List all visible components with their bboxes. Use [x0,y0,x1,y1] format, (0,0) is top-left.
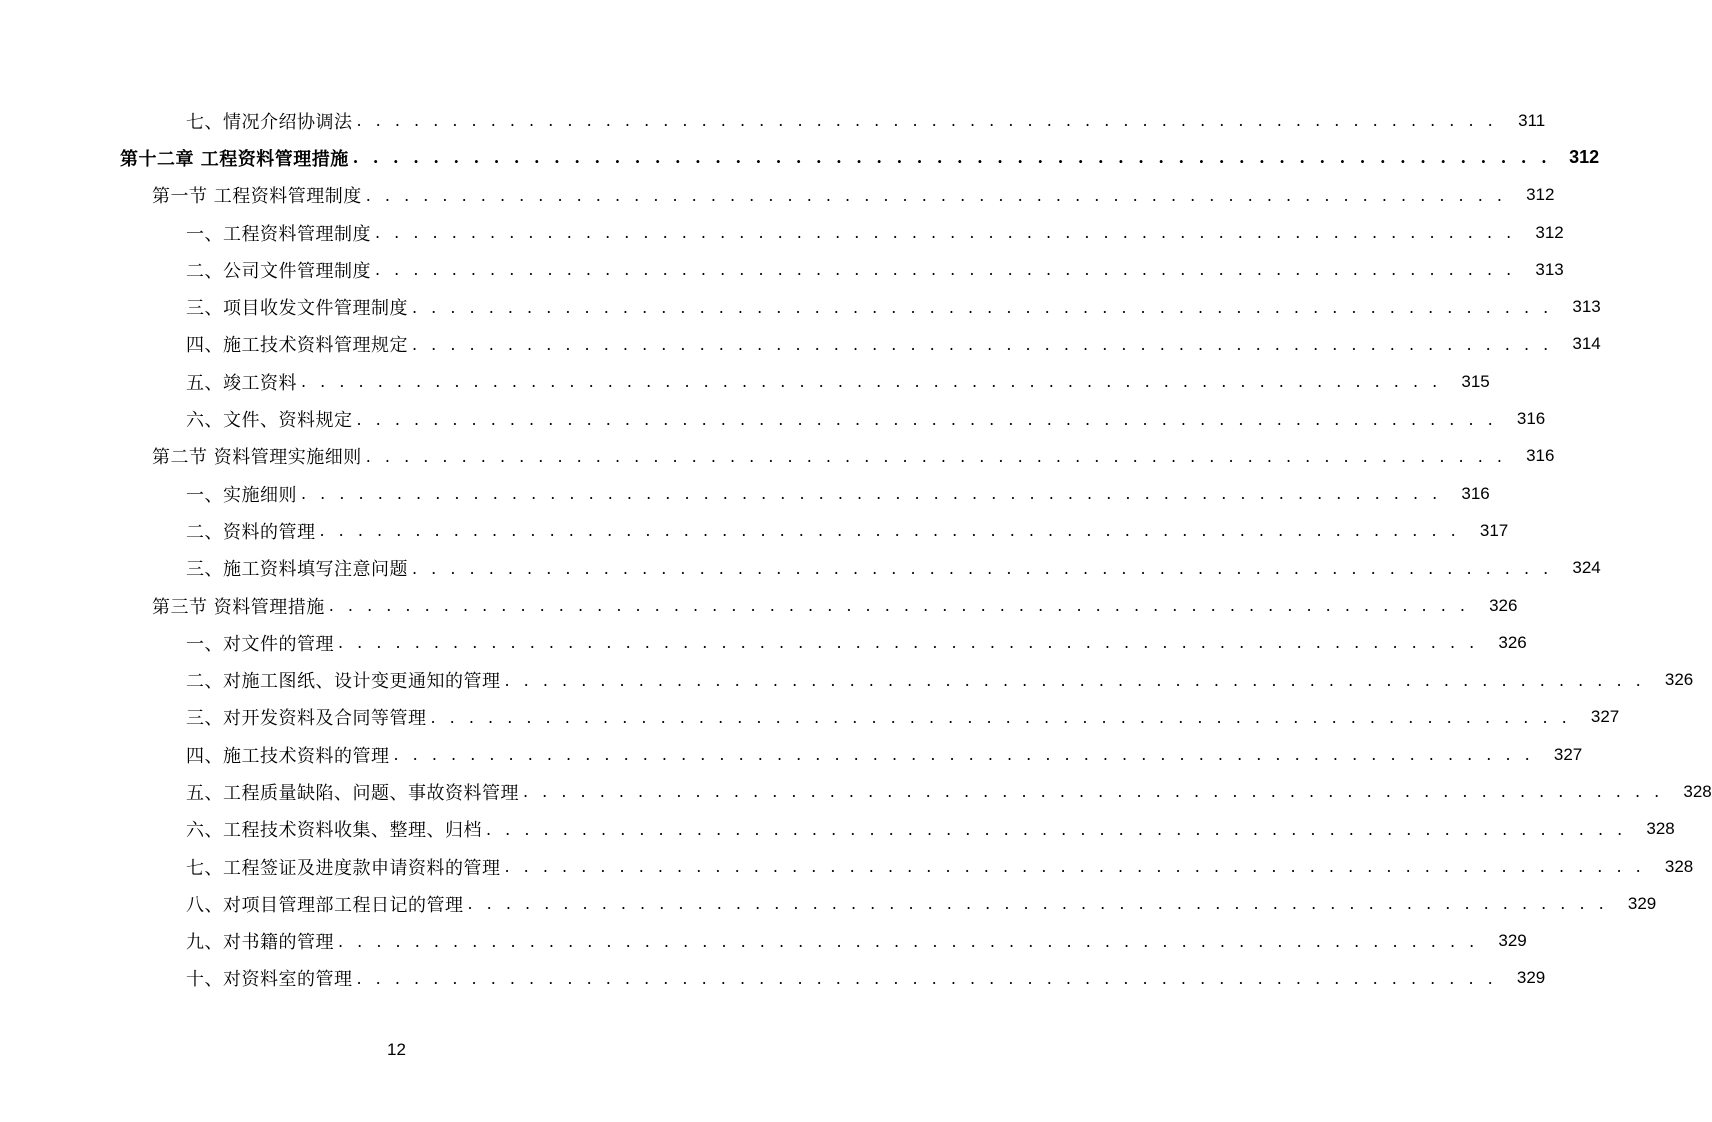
dot-leader: . . . . . . . . . . . . . . . . . . . . . . . . . . . . . . . . . . . . . . . . . . . . . . . . . . . . . . . . . . . . [365,446,1507,466]
toc-entry-title: 二、对施工图纸、设计变更通知的管理 [186,671,501,693]
dot-leader: . . . . . . . . . . . . . . . . . . . . . . . . . . . . . . . . . . . . . . . . . . . . . . . . . . . . . . . . . . . . [356,409,1498,429]
dot-leader: . . . . . . . . . . . . . . . . . . . . . . . . . . . . . . . . . . . . . . . . . . . . . . . . . . . . . . . . . . . . [319,521,1461,541]
toc-entry-title: 五、工程质量缺陷、问题、事故资料管理 [186,782,519,804]
toc-entry-page-number: 312 [1535,222,1564,242]
toc-entry-title: 七、情况介绍协调法 [186,111,353,133]
toc-entry-title: 五、竣工资料 [186,372,297,394]
dot-leader: . . . . . . . . . . . . . . . . . . . . . . . . . . . . . . . . . . . . . . . . . . . . . . . . . . . . . . . . . . . . [301,484,1442,504]
table-of-contents [0,102,1712,997]
toc-item-entry[interactable] [0,512,1509,549]
toc-entry-title: 一、工程资料管理制度 [186,223,371,245]
toc-item-entry[interactable] [0,550,1601,587]
toc-entry-page-number: 316 [1526,446,1555,466]
toc-item-entry[interactable] [0,811,1675,848]
toc-entry-title: 二、公司文件管理制度 [186,260,371,282]
toc-entry-title: 第十二章 工程资料管理措施 [120,148,349,170]
dot-leader: . . . . . . . . . . . . . . . . . . . . . . . . . . . . . . . . . . . . . . . . . . . . . . . . . . . . . . . . . . . . [328,596,1470,615]
toc-item-entry[interactable] [0,475,1490,512]
toc-entry-page-number: 312 [1569,147,1600,168]
toc-entry-title: 七、工程签证及进度款申请资料的管理 [186,857,501,879]
toc-entry-title: 十、对资料室的管理 [186,969,353,991]
toc-entry-page-number: 313 [1535,259,1564,279]
toc-entry-page-number: 326 [1498,632,1527,652]
toc-entry-page-number: 328 [1683,781,1712,801]
toc-entry-page-number: 327 [1553,744,1583,764]
toc-entry-title: 三、项目收发文件管理制度 [186,298,408,320]
toc-item-entry[interactable] [0,288,1601,325]
toc-chapter-entry[interactable] [0,139,1600,176]
toc-section-entry[interactable] [0,177,1555,214]
toc-entry-title: 三、施工资料填写注意问题 [186,559,408,581]
toc-entry-title: 一、实施细则 [186,484,297,506]
toc-entry-page-number: 311 [1518,110,1546,130]
toc-item-entry[interactable] [0,624,1527,661]
toc-item-entry[interactable] [0,363,1490,400]
dot-leader: . . . . . . . . . . . . . . . . . . . . . . . . . . . . . . . . . . . . . . . . . . . . . . . . . . . . . . . . . . . . [338,633,1479,653]
dot-leader: . . . . . . . . . . . . . . . . . . . . . . . . . . . . . . . . . . . . . . . . . . . . . . . . . . . . . . . . . . . . [352,148,1552,168]
toc-item-entry[interactable] [0,848,1694,885]
dot-leader: . . . . . . . . . . . . . . . . . . . . . . . . . . . . . . . . . . . . . . . . . . . . . . . . . . . . . . . . . . . . [412,334,1553,354]
toc-item-entry[interactable] [0,960,1546,997]
dot-leader: . . . . . . . . . . . . . . . . . . . . . . . . . . . . . . . . . . . . . . . . . . . . . . . . . . . . . . . . . . . . [375,260,1516,280]
toc-entry-page-number: 329 [1516,968,1546,988]
toc-entry-title: 六、工程技术资料收集、整理、归档 [186,820,482,842]
toc-entry-title: 第二节 资料管理实施细则 [152,447,362,469]
toc-item-entry[interactable] [0,885,1657,922]
toc-entry-page-number: 313 [1572,297,1601,317]
toc-item-entry[interactable] [0,400,1546,437]
toc-item-entry[interactable] [0,251,1564,288]
toc-entry-title: 九、对书籍的管理 [186,932,334,954]
dot-leader: . . . . . . . . . . . . . . . . . . . . . . . . . . . . . . . . . . . . . . . . . . . . . . . . . . . . . . . . . . . . [375,223,1516,243]
toc-entry-page-number: 328 [1646,819,1675,839]
toc-entry-title: 四、施工技术资料的管理 [186,745,390,767]
toc-item-entry[interactable] [0,923,1527,960]
toc-entry-title: 一、对文件的管理 [186,633,334,655]
dot-leader: . . . . . . . . . . . . . . . . . . . . . . . . . . . . . . . . . . . . . . . . . . . . . . . . . . . . . . . . . . . . [486,819,1627,839]
toc-entry-title: 三、对开发资料及合同等管理 [186,708,427,730]
toc-item-entry[interactable] [0,773,1712,810]
toc-entry-page-number: 312 [1526,185,1555,205]
toc-entry-title: 八、对项目管理部工程日记的管理 [186,894,464,916]
toc-entry-page-number: 324 [1572,558,1601,578]
dot-leader: . . . . . . . . . . . . . . . . . . . . . . . . . . . . . . . . . . . . . . . . . . . . . . . . . . . . . . . . . . . . [412,297,1553,317]
toc-entry-page-number: 327 [1590,707,1620,727]
toc-entry-title: 六、文件、资料规定 [186,410,353,432]
dot-leader: . . . . . . . . . . . . . . . . . . . . . . . . . . . . . . . . . . . . . . . . . . . . . . . . . . . . . . . . . . . . [412,558,1553,578]
dot-leader: . . . . . . . . . . . . . . . . . . . . . . . . . . . . . . . . . . . . . . . . . . . . . . . . . . . . . . . . . . . . [338,931,1479,951]
toc-entry-page-number: 317 [1479,520,1509,540]
toc-entry-title: 二、资料的管理 [186,521,316,543]
toc-entry-page-number: 314 [1572,334,1601,354]
dot-leader: . . . . . . . . . . . . . . . . . . . . . . . . . . . . . . . . . . . . . . . . . . . . . . . . . . . . . . . . . . . . [393,745,1535,765]
toc-entry-title: 四、施工技术资料管理规定 [186,335,408,357]
toc-entry-page-number: 326 [1489,595,1518,615]
toc-item-entry[interactable] [0,102,1546,139]
toc-section-entry[interactable] [0,438,1555,475]
toc-entry-title: 第三节 资料管理措施 [152,596,325,618]
toc-item-entry[interactable] [0,326,1601,363]
toc-item-entry[interactable] [0,661,1694,698]
dot-leader: . . . . . . . . . . . . . . . . . . . . . . . . . . . . . . . . . . . . . . . . . . . . . . . . . . . . . . . . . . . . [365,185,1507,205]
dot-leader: . . . . . . . . . . . . . . . . . . . . . . . . . . . . . . . . . . . . . . . . . . . . . . . . . . . . . . . . . . . . [430,707,1572,727]
toc-item-entry[interactable] [0,699,1620,736]
toc-item-entry[interactable] [0,214,1564,251]
toc-section-entry[interactable] [0,587,1518,624]
toc-entry-title: 第一节 工程资料管理制度 [152,186,362,208]
dot-leader: . . . . . . . . . . . . . . . . . . . . . . . . . . . . . . . . . . . . . . . . . . . . . . . . . . . . . . . . . . . . [467,894,1609,914]
dot-leader: . . . . . . . . . . . . . . . . . . . . . . . . . . . . . . . . . . . . . . . . . . . . . . . . . . . . . . . . . . . . [504,670,1646,690]
dot-leader: . . . . . . . . . . . . . . . . . . . . . . . . . . . . . . . . . . . . . . . . . . . . . . . . . . . . . . . . . . . . [301,372,1442,392]
dot-leader: . . . . . . . . . . . . . . . . . . . . . . . . . . . . . . . . . . . . . . . . . . . . . . . . . . . . . . . . . . . . [504,857,1646,877]
toc-item-entry[interactable] [0,736,1583,773]
toc-entry-page-number: 315 [1461,371,1490,391]
toc-entry-page-number: 328 [1664,856,1694,876]
toc-entry-page-number: 316 [1461,483,1490,503]
dot-leader: . . . . . . . . . . . . . . . . . . . . . . . . . . . . . . . . . . . . . . . . . . . . . . . . . . . . . . . . . . . . [356,111,1498,131]
toc-entry-page-number: 329 [1498,931,1527,951]
dot-leader: . . . . . . . . . . . . . . . . . . . . . . . . . . . . . . . . . . . . . . . . . . . . . . . . . . . . . . . . . . . . [356,968,1498,988]
toc-entry-page-number: 326 [1664,670,1694,690]
dot-leader: . . . . . . . . . . . . . . . . . . . . . . . . . . . . . . . . . . . . . . . . . . . . . . . . . . . . . . . . . . . . [523,782,1664,802]
toc-entry-page-number: 329 [1627,893,1657,913]
page-number: 12 [387,1040,406,1059]
toc-entry-page-number: 316 [1516,409,1546,429]
